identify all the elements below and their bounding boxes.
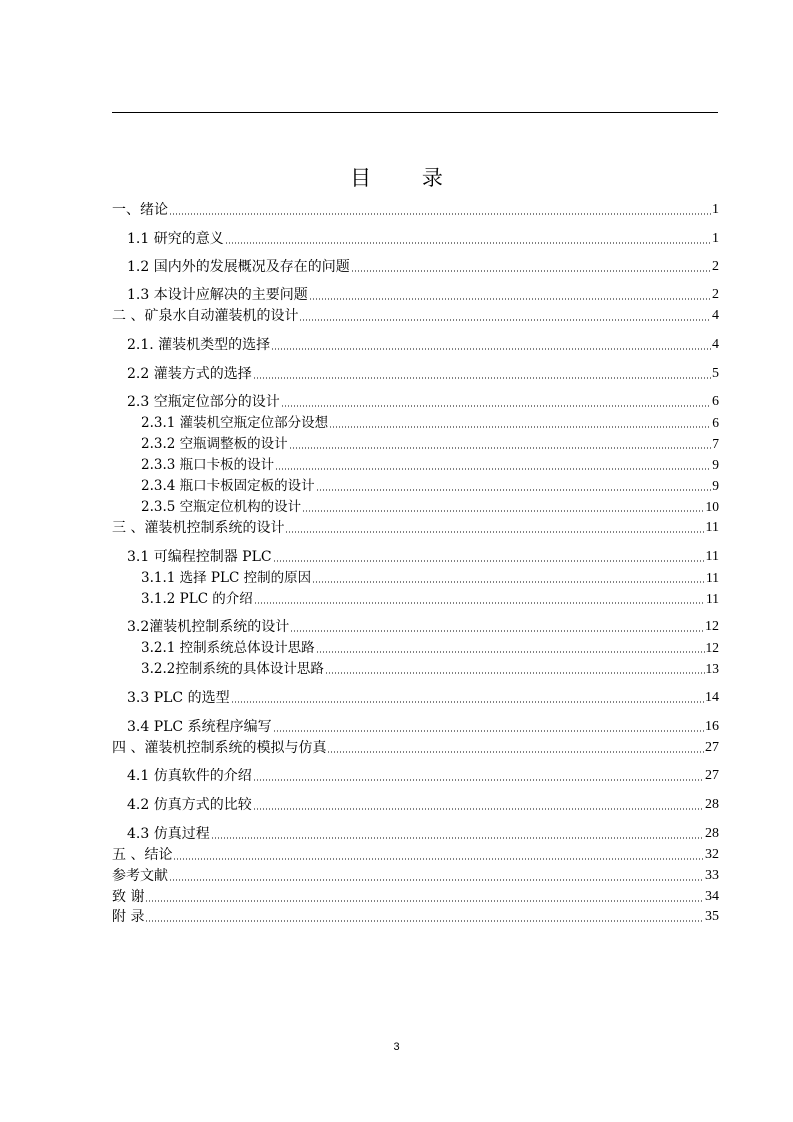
toc-entry-page: 9 [712,478,719,493]
toc-leader-dots [211,837,704,839]
toc-entry-page: 11 [705,520,719,535]
toc-leader-dots [327,751,704,753]
toc-entry-label: 3.2灌装机控制系统的设计 [127,619,290,635]
toc-entry-page: 6 [712,415,719,430]
toc-entry[interactable] [112,587,719,607]
toc-entry-page: 7 [712,436,719,451]
toc-entry[interactable] [112,362,719,382]
toc-entry-label: 3.1.2 PLC 的介绍 [141,591,253,607]
toc-entry[interactable] [112,474,719,494]
toc-leader-dots [329,426,711,428]
toc-leader-dots [169,213,711,215]
toc-leader-dots [289,447,712,449]
toc-leader-dots [299,319,711,321]
toc-entry-label: 2.3.5 空瓶定位机构的设计 [141,499,302,515]
toc-entry-label: 致 谢 [112,889,145,905]
toc-entry[interactable] [112,516,719,536]
toc-entry-page: 12 [705,619,719,634]
toc-entry-label: 2.1. 灌装机类型的选择 [127,337,271,353]
toc-leader-dots [253,808,704,810]
toc-entry[interactable] [112,764,719,784]
toc-entry-page: 1 [712,231,719,246]
toc-entry-label: 四 、灌装机控制系统的模拟与仿真 [112,740,327,756]
toc-entry-page: 33 [705,868,719,883]
toc-entry-label: 1.2 国内外的发展概况及存在的问题 [127,259,350,275]
toc-entry-page: 9 [712,457,719,472]
toc-entry[interactable] [112,636,719,656]
toc-leader-dots [169,879,704,881]
toc-entry-label: 1.1 研究的意义 [127,231,224,247]
toc-leader-dots [285,531,704,533]
toc-entry-label: 2.3.2 空瓶调整板的设计 [141,436,288,452]
toc-leader-dots [271,348,711,350]
toc-leader-dots [231,701,704,703]
toc-entry-page: 2 [712,287,719,302]
table-of-contents [112,0,719,1000]
toc-entry-page: 32 [705,847,719,862]
toc-entry[interactable] [112,255,719,275]
toc-entry[interactable] [112,566,719,586]
toc-entry-page: 27 [705,768,719,783]
toc-leader-dots [309,298,711,300]
toc-entry[interactable] [112,198,719,218]
toc-entry-page: 6 [712,394,719,409]
toc-leader-dots [273,560,705,562]
toc-leader-dots [225,242,711,244]
toc-entry-label: 4.2 仿真方式的比较 [127,797,252,813]
toc-leader-dots [145,920,704,922]
toc-leader-dots [145,900,704,902]
toc-entry[interactable] [112,545,719,565]
toc-title: 目 录 [350,166,465,190]
toc-entry-page: 28 [705,826,719,841]
toc-leader-dots [273,730,704,732]
toc-entry[interactable] [112,411,719,431]
toc-entry-page: 4 [712,337,719,352]
toc-entry-page: 27 [705,740,719,755]
toc-entry-label: 三 、灌装机控制系统的设计 [112,520,285,536]
toc-entry-page: 4 [712,308,719,323]
toc-entry[interactable] [112,905,719,925]
toc-entry-page: 12 [705,640,719,655]
toc-leader-dots [253,779,704,781]
toc-leader-dots [254,602,705,604]
toc-entry[interactable] [112,432,719,452]
toc-entry[interactable] [112,736,719,756]
toc-entry[interactable] [112,793,719,813]
toc-leader-dots [312,581,705,583]
toc-entry-label: 附 录 [112,909,145,925]
toc-entry-page: 11 [705,549,719,564]
toc-entry[interactable] [112,453,719,473]
toc-entry-page: 16 [705,719,719,734]
toc-entry-label: 五 、结论 [112,847,173,863]
toc-entry[interactable] [112,615,719,635]
toc-entry[interactable] [112,843,719,863]
toc-entry-label: 2.2 灌装方式的选择 [127,366,252,382]
toc-entry[interactable] [112,885,719,905]
toc-entry-page: 11 [706,591,719,606]
toc-entry-page: 28 [705,797,719,812]
toc-leader-dots [253,377,711,379]
toc-leader-dots [302,510,704,512]
toc-entry-page: 11 [706,570,719,585]
toc-entry[interactable] [112,304,719,324]
toc-entry[interactable] [112,495,719,515]
toc-leader-dots [316,489,712,491]
toc-entry-label: 2.3.3 瓶口卡板的设计 [141,457,275,473]
toc-entry-page: 5 [712,366,719,381]
toc-entry-label: 3.2.2控制系统的具体设计思路 [141,661,324,677]
toc-entry[interactable] [112,686,719,706]
toc-entry-label: 3.1.1 选择 PLC 控制的原因 [141,570,312,586]
toc-entry[interactable] [112,227,719,247]
toc-leader-dots [316,651,705,653]
toc-entry-page: 2 [712,259,719,274]
toc-entry-label: 4.1 仿真软件的介绍 [127,768,252,784]
toc-leader-dots [275,468,711,470]
toc-entry[interactable] [112,715,719,735]
toc-leader-dots [281,405,711,407]
toc-entry-label: 3.1 可编程控制器 PLC [127,549,272,565]
toc-entry-label: 3.4 PLC 系统程序编写 [127,719,272,735]
toc-entry-label: 2.3.4 瓶口卡板固定板的设计 [141,478,315,494]
toc-entry-page: 10 [705,499,719,514]
toc-leader-dots [290,630,704,632]
toc-entry[interactable] [112,283,719,303]
toc-entry-label: 2.3.1 灌装机空瓶定位部分设想 [141,415,329,431]
toc-entry[interactable] [112,333,719,353]
toc-entry[interactable] [112,390,719,410]
toc-entry-page: 1 [712,202,719,217]
toc-entry[interactable] [112,657,719,677]
toc-entry[interactable] [112,822,719,842]
toc-leader-dots [325,672,705,674]
toc-entry-label: 二 、矿泉水自动灌装机的设计 [112,308,299,324]
toc-entry-page: 14 [705,690,719,705]
toc-entry-label: 3.3 PLC 的选型 [127,690,230,706]
toc-leader-dots [351,270,711,272]
toc-entry-page: 13 [705,661,719,676]
toc-entry-label: 参考文献 [112,868,168,884]
page-number: 3 [393,1041,400,1053]
toc-entry-label: 4.3 仿真过程 [127,826,210,842]
toc-entry-page: 35 [705,909,719,924]
toc-leader-dots [173,858,704,860]
toc-entry[interactable] [112,864,719,884]
toc-entry-label: 3.2.1 控制系统总体设计思路 [141,640,315,656]
toc-entry-label: 1.3 本设计应解决的主要问题 [127,287,308,303]
toc-entry-label: 一、绪论 [112,202,168,218]
toc-entry-label: 2.3 空瓶定位部分的设计 [127,394,280,410]
toc-entry-page: 34 [705,889,719,904]
